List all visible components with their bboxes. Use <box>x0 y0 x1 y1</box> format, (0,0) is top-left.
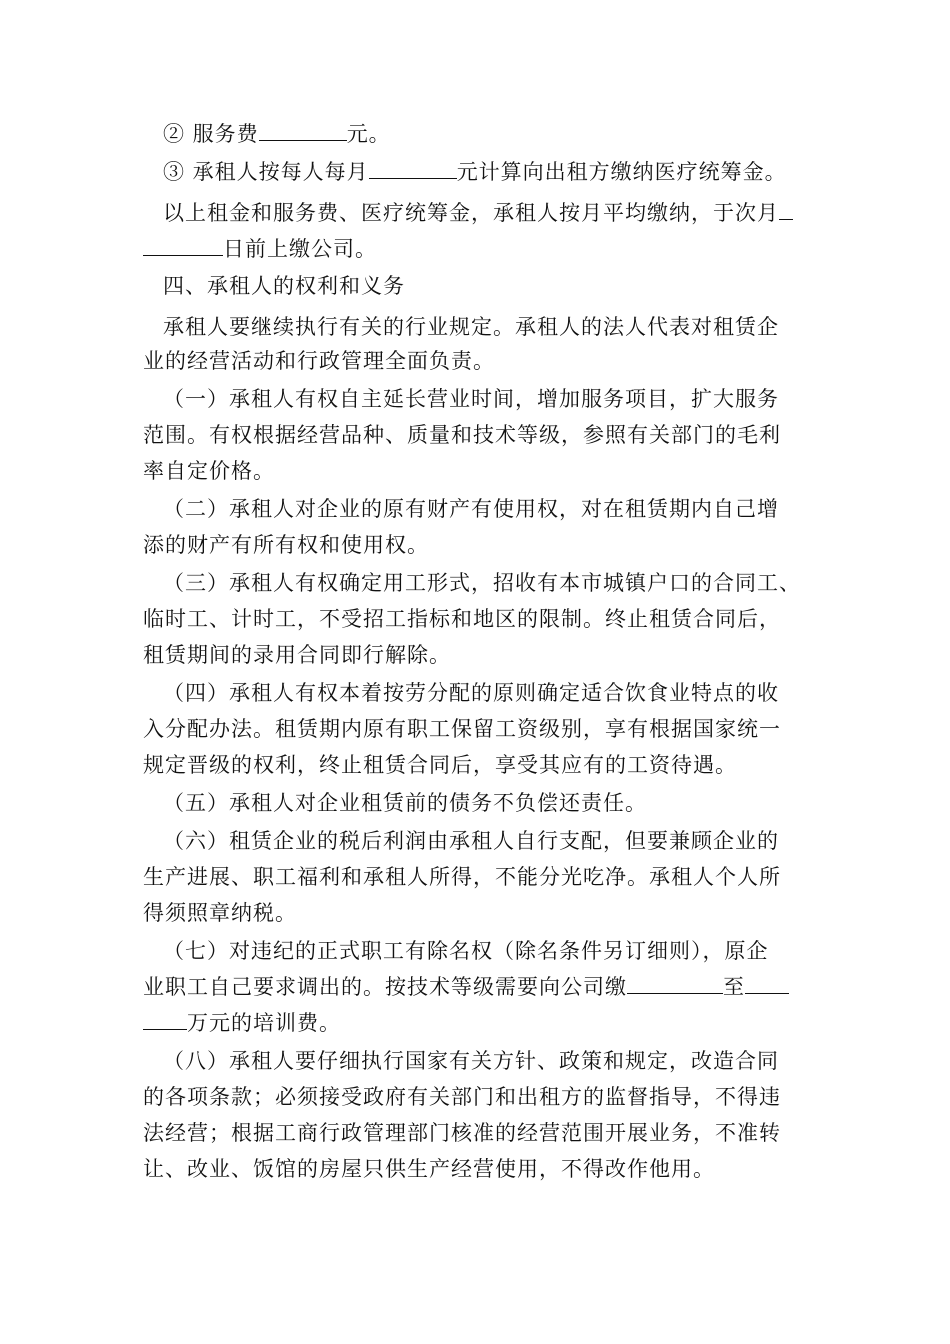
clause-5-line: （五）承租人对企业租赁前的债务不负偿还责任。 <box>163 791 647 815</box>
clause-8-line: 让、改业、饭馆的房屋只供生产经营使用，不得改作他用。 <box>143 1157 715 1181</box>
clause-8-line: （八）承租人要仔细执行国家有关方针、政策和规定，改造合同 <box>163 1049 779 1073</box>
clause-1-line: （一）承租人有权自主延长营业时间，增加服务项目，扩大服务 <box>163 387 779 411</box>
service-fee-line <box>163 120 391 148</box>
training-fee-min-blank[interactable] <box>627 973 723 994</box>
clause-6-line: 生产进展、职工福利和承租人所得，不能分光吃净。承租人个人所 <box>143 865 781 889</box>
service-fee-label: ② 服务费 <box>163 122 259 146</box>
clause-8-line: 的各项条款；必须接受政府有关部门和出租方的监督指导，不得违 <box>143 1085 781 1109</box>
clause-4-line: （四）承租人有权本着按劳分配的原则确定适合饮食业特点的收 <box>163 681 779 705</box>
clause-8-line: 法经营；根据工商行政管理部门核准的经营范围开展业务，不准转 <box>143 1121 781 1145</box>
payment-line-2 <box>143 235 377 263</box>
clause-7-line <box>143 1009 341 1037</box>
clause-4-line: 入分配办法。租赁期内原有职工保留工资级别，享有根据国家统一 <box>143 717 781 741</box>
medical-fund-line <box>163 158 787 186</box>
section-heading: 四、承租人的权利和义务 <box>163 274 405 298</box>
clause-4-line: 规定晋级的权利，终止租赁合同后，享受其应有的工资待遇。 <box>143 753 737 777</box>
intro-line: 业的经营活动和行政管理全面负责。 <box>143 349 495 373</box>
clause-3-line: （三）承租人有权确定用工形式，招收有本市城镇户口的合同工、 <box>163 571 801 595</box>
payment-line-1 <box>163 199 793 227</box>
payment-day-blank-a[interactable] <box>779 199 793 220</box>
training-fee-max-blank-a[interactable] <box>745 973 789 994</box>
clause-1-line: 率自定价格。 <box>143 459 275 483</box>
service-fee-blank[interactable] <box>259 120 347 141</box>
payment-text-2: 日前上缴公司。 <box>223 237 377 261</box>
medical-fund-text: 元计算向出租方缴纳医疗统筹金。 <box>456 160 787 184</box>
clause-7-end: 万元的培训费。 <box>187 1011 341 1035</box>
clause-3-line: 租赁期间的录用合同即行解除。 <box>143 643 451 667</box>
training-fee-max-blank-b[interactable] <box>143 1009 187 1030</box>
clause-6-line: （六）租赁企业的税后利润由承租人自行支配，但要兼顾企业的 <box>163 829 779 853</box>
clause-3-line: 临时工、计时工，不受招工指标和地区的限制。终止租赁合同后， <box>143 607 781 631</box>
clause-7-text: 业职工自己要求调出的。按技术等级需要向公司缴 <box>143 975 627 999</box>
clause-7-line <box>143 973 789 1001</box>
clause-2-line: （二）承租人对企业的原有财产有使用权，对在租赁期内自己增 <box>163 497 779 521</box>
medical-fund-label: ③ 承租人按每人每月 <box>163 160 369 184</box>
clause-7-line: （七）对违纪的正式职工有除名权（除名条件另订细则），原企 <box>163 939 769 963</box>
service-fee-unit: 元。 <box>346 122 391 146</box>
clause-7-to: 至 <box>723 975 745 999</box>
payment-text-1: 以上租金和服务费、医疗统筹金，承租人按月平均缴纳，于次月 <box>163 201 779 225</box>
medical-fund-blank[interactable] <box>369 158 457 179</box>
payment-day-blank-b[interactable] <box>143 235 223 256</box>
clause-2-line: 添的财产有所有权和使用权。 <box>143 533 429 557</box>
clause-6-line: 得须照章纳税。 <box>143 901 297 925</box>
clause-1-line: 范围。有权根据经营品种、质量和技术等级，参照有关部门的毛利 <box>143 423 781 447</box>
intro-line: 承租人要继续执行有关的行业规定。承租人的法人代表对租赁企 <box>163 315 779 339</box>
